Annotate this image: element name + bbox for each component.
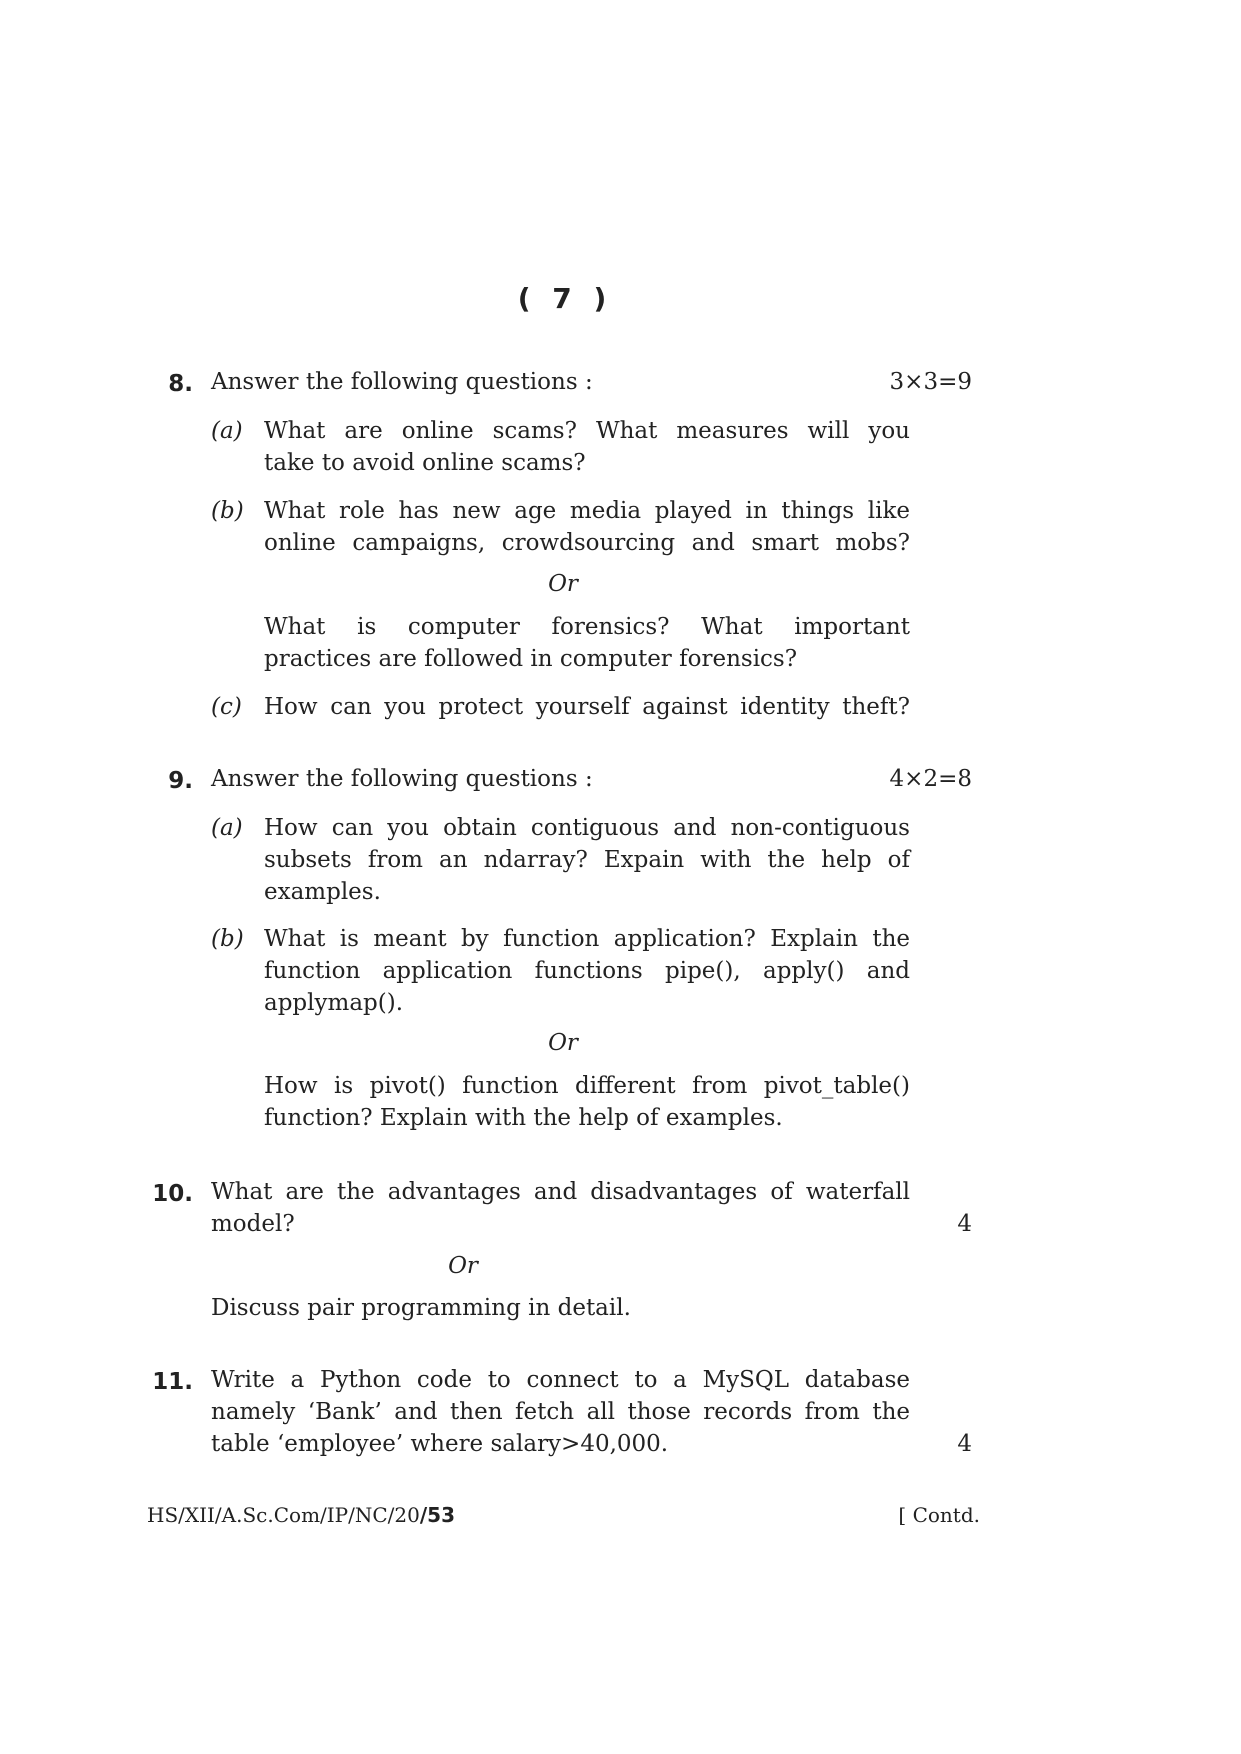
text-line: What is meant by function application? Explain the <box>264 926 910 952</box>
question-number: 8. <box>168 371 193 397</box>
text-line: examples. <box>264 879 381 905</box>
marks: 4 <box>957 1211 972 1237</box>
part-c-text <box>264 691 910 723</box>
text-line: How is pivot() function different from pivot_table() <box>264 1073 910 1099</box>
part-b-text <box>264 923 910 1019</box>
question-number: 11. <box>152 1369 193 1395</box>
text-line: function application functions pipe(), apply() and <box>264 958 910 984</box>
question-text <box>211 1176 910 1240</box>
text-line: How can you obtain contiguous and non-contiguous <box>264 815 910 841</box>
or-separator: Or <box>548 571 578 597</box>
page-number: ( 7 ) <box>517 282 613 315</box>
part-label-c: (c) <box>211 694 242 720</box>
text-line: model? <box>211 1211 295 1237</box>
marks: 4 <box>957 1431 972 1457</box>
text-line: How can you protect yourself against identity theft? <box>264 694 910 720</box>
alternative-question-text: Discuss pair programming in detail. <box>211 1295 631 1321</box>
text-line: namely ‘Bank’ and then fetch all those records from the <box>211 1399 910 1425</box>
part-label-a: (a) <box>211 418 243 444</box>
text-line: What role has new age media played in things like <box>264 498 910 524</box>
marks: 3×3=9 <box>889 369 972 395</box>
part-label-b: (b) <box>211 926 244 952</box>
or-separator: Or <box>548 1030 578 1056</box>
question-stem: Answer the following questions : <box>211 369 593 395</box>
text-line: subsets from an ndarray? Expain with the help of <box>264 847 910 873</box>
text-line: online campaigns, crowdsourcing and smart mobs? <box>264 530 910 556</box>
part-label-b: (b) <box>211 498 244 524</box>
text-line: What are the advantages and disadvantages of waterfall <box>211 1179 910 1205</box>
text-line: applymap(). <box>264 990 404 1016</box>
text-line: table ‘employee’ where salary>40,000. <box>211 1431 669 1457</box>
part-label-a: (a) <box>211 815 243 841</box>
text-line: What is computer forensics? What important <box>264 614 910 640</box>
paper-code-text: HS/XII/A.Sc.Com/IP/NC/20 <box>147 1503 420 1527</box>
text-line: take to avoid online scams? <box>264 450 586 476</box>
text-line: What are online scams? What measures will you <box>264 418 910 444</box>
question-text <box>211 1364 910 1460</box>
text-line: function? Explain with the help of examples. <box>264 1105 783 1131</box>
marks: 4×2=8 <box>889 766 972 792</box>
question-stem: Answer the following questions : <box>211 766 593 792</box>
continued-label: [ Contd. <box>898 1503 980 1527</box>
text-line: Write a Python code to connect to a MySQL database <box>211 1367 910 1393</box>
part-b-alternative-text <box>264 1070 910 1134</box>
part-a-text <box>264 812 910 908</box>
question-number: 10. <box>152 1181 193 1207</box>
paper-code-bold: /53 <box>419 1503 455 1527</box>
paper-code <box>147 1503 455 1527</box>
question-number: 9. <box>168 768 193 794</box>
or-separator: Or <box>448 1253 478 1279</box>
part-a-text <box>264 415 910 479</box>
part-b-alternative-text <box>264 611 910 675</box>
text-line: practices are followed in computer forensics? <box>264 646 798 672</box>
part-b-text <box>264 495 910 559</box>
